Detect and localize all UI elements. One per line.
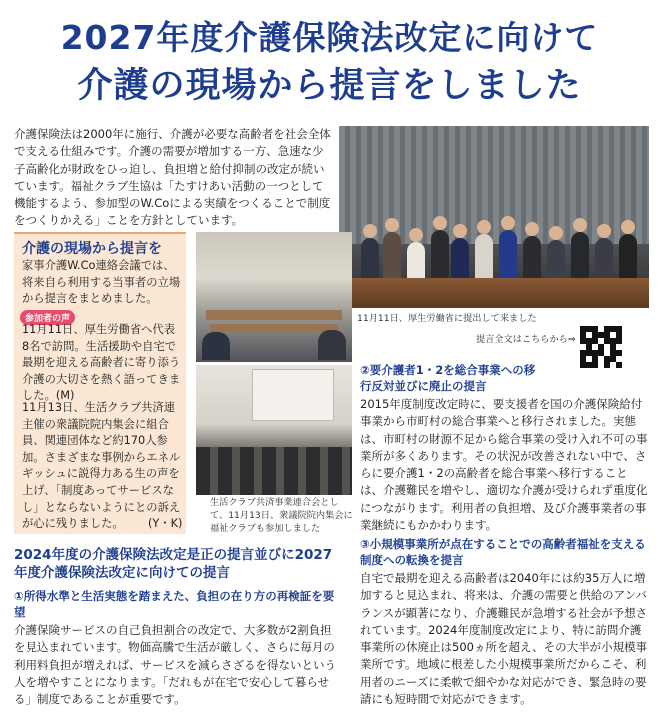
meeting-photo: [339, 126, 649, 308]
proposal-1-title: ①所得水準と生活実態を踏まえた、負担の在り方の再検証を要望: [14, 589, 335, 619]
assembly-photo-caption: 生活クラブ共済事業連合会として、11月13日、衆議院院内集会に福祉クラブも参加しました: [210, 497, 353, 534]
photo-person: [619, 234, 637, 282]
proposal-3-body: 自宅で最期を迎える高齢者は2040年には約35万人に増加すると見込まれ、将来は、介護の需要と供給のアンバランスが顕著になり、介護難民が急増する社会が予想されています。2024年度制度改定により、特に訪問介護事業所の休廃止は500ヵ所を超え、その大半が小規模事業所です。地域に根差した小規模事業所だからこそ、利用者のニーズに柔軟で細やかな対応ができ、緊急時の要請にも短時間で対応ができます。: [360, 571, 648, 707]
photo-table: [339, 278, 649, 308]
sidebar-voice-2: 11月13日、生活クラブ共済連主催の衆議院院内集会に組合員、関連団体など約170人参加。さまざまな事例からエネルギッシュに説得力ある生の声を上げ、「制度あってサービスなし」とならないようにとの訴えが心に残りました。: [22, 401, 181, 531]
page-subtitle: 介護の現場から提言をしました: [77, 66, 582, 106]
ministry-meeting-photo: [196, 232, 352, 362]
photo-person: [499, 230, 517, 278]
intro-paragraph: 介護保険法は2000年に施行、介護が必要な高齢者を社会全体で支える仕組みです。介護の需要が増加する一方、急速な少子高齢化が財政をひっ迫し、負担増と給付抑制の改定が続いています。福祉クラブ生協は「たすけあい活動の一つとして機能するよう、参加型のW.Coによる実績をつくることで制度をつくりかえる」ことを方針としています。: [14, 127, 331, 228]
voice-badge: 参加者の声: [20, 310, 75, 325]
sidebar-voice-2-sign: (Y・K): [148, 517, 183, 530]
photo-person: [383, 232, 401, 280]
page-title: 2027年度介護保険法改定に向けて: [60, 18, 599, 57]
photo-person: [475, 234, 493, 282]
proposal-2-body: 2015年度制度改定時に、要支援者を国の介護保険給付事業から市町村の総合事業へと移行されました。実態は、市町村の財源不足から総合事業の受け入れ不可の事業所が多くあります。その状況が改善されない中で、さらに要介護1・2の高齢者を総合事業へ移行することは、介護難民を増やし、適切な介護が受けられず重度化につながります。利用者の負担増、及び介護事業者の事業継続にもかかわります。: [360, 397, 648, 533]
sidebar-lead: 家事介護W.Co連絡会議では、将来自ら利用する当事者の立場から提言をまとめました。: [22, 259, 181, 306]
photo-person: [431, 230, 449, 278]
qr-code[interactable]: [580, 326, 626, 372]
proposal-3-title: ③小規模事業所が点在することでの高齢者福祉を支える制度への転換を提言: [360, 537, 646, 567]
sidebar-voice-1: 11月11日、厚生労働省へ代表8名で訪問。生活援助や自宅で最期を迎える高齢者に寄り添う介護の大切さを熱く語ってきました。(M): [22, 323, 181, 403]
proposal-2-title: ②要介護者1・2を総合事業への移行反対並びに廃止の提言: [360, 363, 536, 393]
section-heading: 2024年度の介護保険法改定是正の提言並びに2027年度介護保険法改定に向けての提言: [14, 547, 333, 581]
proposal-1-body: 介護保険サービスの自己負担割合の改定で、大多数が2割負担を見込まれています。物価高騰で生活が厳しく、さらに毎月の利用料負担が増えれば、サービスを減らさざるを得ないという人を増やすことになります。「だれもが在宅で安心して暮らせる」制度であることが重要です。: [14, 623, 336, 707]
qr-label: 提言全文はこちらから⇒: [476, 334, 576, 345]
photo-person: [523, 236, 541, 284]
photo-person: [571, 232, 589, 280]
main-photo-caption: 11月11日、厚生労働省に提出して来ました: [357, 313, 537, 324]
sidebar-heading: 介護の現場から提言を: [22, 241, 162, 257]
assembly-photo: [196, 365, 352, 495]
